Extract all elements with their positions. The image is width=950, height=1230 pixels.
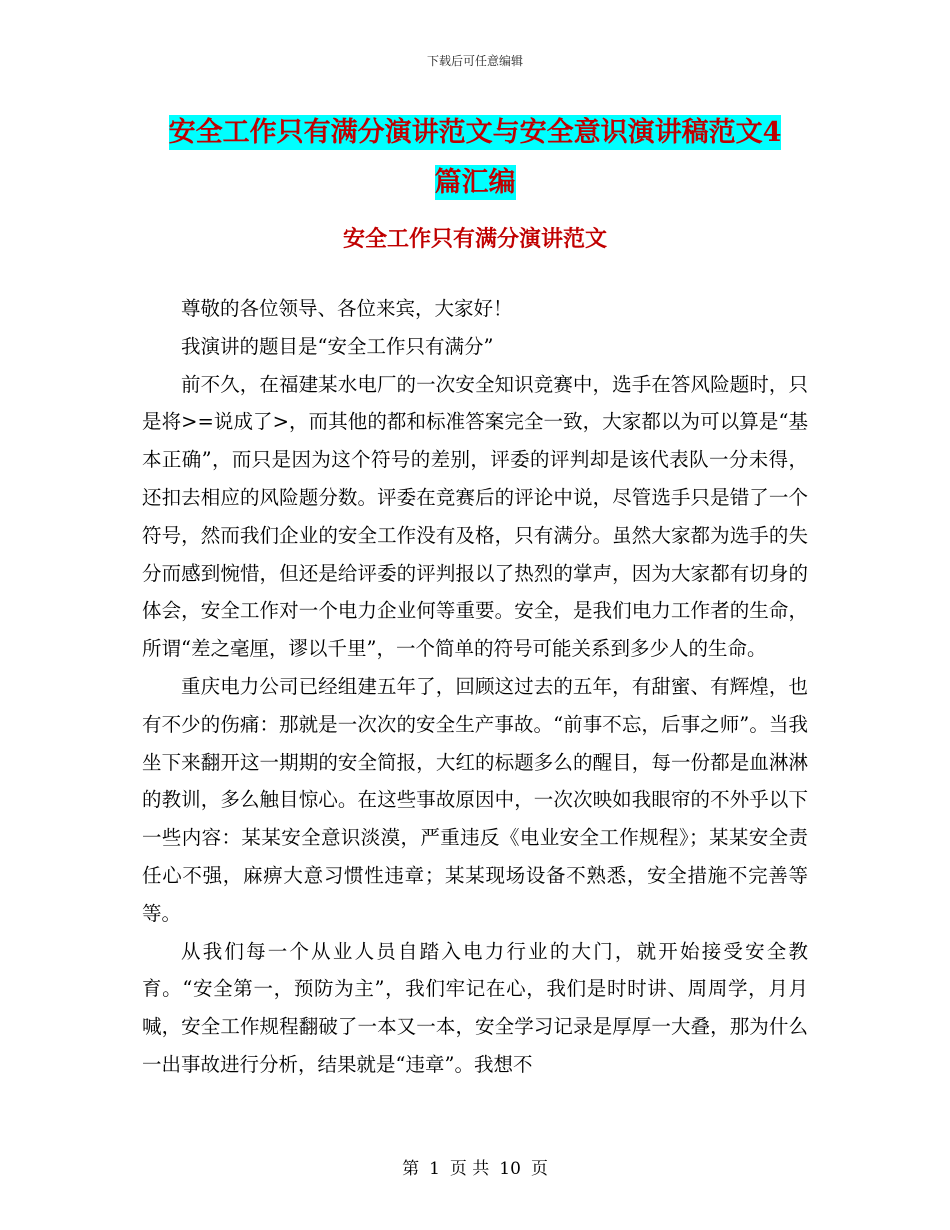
paragraph-topic: 我演讲的题目是“安全工作只有满分” [181,334,494,358]
document-title [0,108,950,208]
header-note: 下载后可任意编辑 [426,54,523,68]
body-content [142,290,808,1084]
footer-total-pages: 10 [499,1159,521,1179]
document-title-line-2: 篇汇编 [434,167,516,198]
footer-prefix: 第 [402,1159,420,1179]
footer-page-number: 1 [429,1159,440,1179]
paragraph: 前不久，在福建某水电厂的一次安全知识竞赛中，选手在答风险题时，只是将>=说成了>，而其他的都和标准答案完全一致，大家都以为可以算是“基本正确”，而只是因为这个符号的差别，评委的评判却是该代表队一分未得，还扣去相应的风险题分数。评委在竞赛后的评论中说，尽管选手只是错了一个符号，然而我们企业的安全工作没有及格，只有满分。虽然大家都为选手的失分而感到惋惜，但还是给评委的评判报以了热烈的掌声，因为大家都有切身的体会，安全工作对一个电力企业何等重要。安全，是我们电力工作者的生命，所谓“差之毫厘，谬以千里”，一个简单的符号可能关系到多少人的生命。 [142,372,808,661]
document-title-line-1: 安全工作只有满分演讲范文与安全意识演讲稿范文4 [168,117,782,148]
paragraph: 重庆电力公司已经组建五年了，回顾这过去的五年，有甜蜜、有辉煌，也有不少的伤痛：那就是一次次的安全生产事故。“前事不忘，后事之师”。当我坐下来翻开这一期期的安全简报，大红的标题多么的醒目，每一份都是血淋淋的教训，多么触目惊心。在这些事故原因中，一次次映如我眼帘的不外乎以下一些内容：某某安全意识淡漠，严重违反《电业安全工作规程》；某某安全责任心不强，麻痹大意习惯性违章；某某现场设备不熟悉，安全措施不完善等等。 [142,674,808,925]
paragraph: 从我们每一个从业人员自踏入电力行业的大门，就开始接受安全教育。“安全第一，预防为主”，我们牢记在心，我们是时时讲、周周学，月月喊，安全工作规程翻破了一本又一本，安全学习记录是厚厚一大叠，那为什么一出事故进行分析，结果就是“违章”。我想不 [142,939,808,1076]
paragraph-greeting: 尊敬的各位领导、各位来宾，大家好！ [181,297,513,320]
section-title: 安全工作只有满分演讲范文 [342,226,607,252]
footer-suffix: 页 [530,1159,548,1179]
page-footer [0,1154,950,1179]
footer-middle: 页 共 [449,1159,490,1179]
